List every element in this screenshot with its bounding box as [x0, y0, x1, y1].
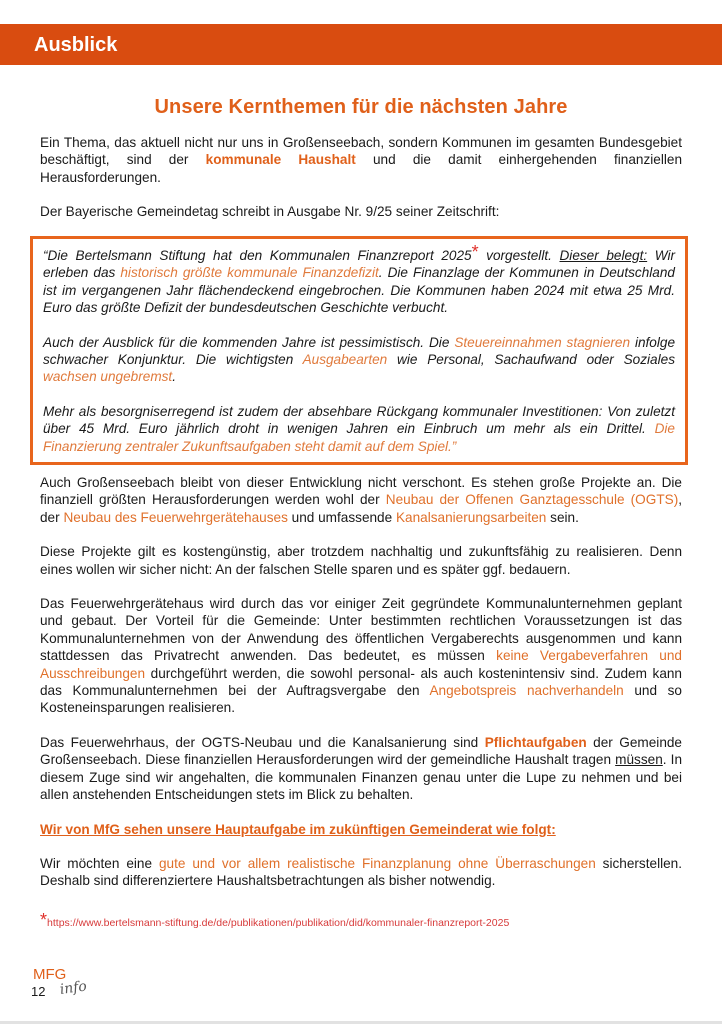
highlight-text: Ausgabearten	[302, 352, 388, 368]
text: der Gemeinde Großenseebach. Diese finanziellen Herausforderungen wird der gemeindliche Haushalt tragen	[40, 734, 682, 768]
underlined-text: Dieser belegt:	[559, 248, 648, 263]
mfg-heading: Wir von MfG sehen unsere Hauptaufgabe im zukünftigen Gemeinderat wie folgt:	[40, 821, 556, 837]
highlight-pflichtaufgaben: Pflichtaufgaben	[484, 734, 587, 750]
text: und so Kosteneinsparungen realisieren.	[40, 683, 682, 716]
info-script-logo: info	[58, 978, 88, 998]
quote-box	[30, 236, 688, 465]
text: . Die Finanzlage der Kommunen in Deutschland ist im vergangenen Jahr flächendeckend eingebrochen. Die Kommunen haben 2024 mit etwa 25 Mrd. Euro das größte Defizit der bundesdeutschen Geschichte verbucht.	[43, 265, 675, 316]
highlight-text: Neubau des Feuerwehrgerätehauses	[63, 509, 288, 525]
underlined-text: müssen	[615, 752, 663, 768]
quote-text	[43, 242, 676, 455]
source-intro-paragraph: Der Bayerische Gemeindetag schreibt in Ausgabe Nr. 9/25 seiner Zeitschrift:	[40, 204, 500, 220]
section-header-bar	[0, 24, 722, 65]
text: sein.	[546, 509, 579, 525]
feuerwehr-paragraph	[40, 595, 682, 717]
text: infolge schwacher Konjunktur. Die wichtigsten	[43, 334, 676, 368]
text: Das Feuerwehrgerätehaus wird durch das vor einiger Zeit gegründete Kommunalunternehmen geplant und gebaut. Der Vorteil für die Gemeinde: Unter bestimmten rechtlichen Voraussetzungen ist das Kommunalunternehmen von der Anwendung des öffentlichen Vergaberechts ausgenommen und kann stattdessen das Privatrecht anwenden. Das bedeutet, es müssen	[40, 596, 682, 664]
text: Auch der Ausblick für die kommenden Jahre ist pessimistisch. Die	[43, 334, 455, 350]
text: Wir möchten eine	[40, 855, 159, 871]
footnote	[40, 910, 510, 930]
footnote-star-icon: *	[471, 242, 479, 262]
text: Ein Thema, das aktuell nicht nur uns in Großenseebach, sondern Kommunen im gesamten Bundesgebiet beschäftigt, sind der	[40, 135, 682, 168]
section-label: Ausblick	[34, 34, 118, 56]
highlight-text: Steuereinnahmen stagnieren	[454, 334, 631, 350]
text: “Die Bertelsmann Stiftung hat den Kommunalen Finanzreport 2025	[43, 248, 472, 263]
projects-paragraph	[40, 474, 682, 526]
page-number: 12	[31, 984, 46, 999]
highlight-text: Die Finanzierung zentraler Zukunftsaufgaben steht damit auf dem Spiel.”	[43, 421, 675, 454]
text: Auch Großenseebach bleibt von dieser Entwicklung nicht verschont. Es stehen große Projekte an. Die finanziell größten Herausforderungen werden wohl der	[40, 475, 682, 508]
text: und die damit einhergehenden finanziellen Herausforderungen.	[40, 152, 683, 185]
highlight-text: keine Vergabeverfahren und Ausschreibungen	[40, 648, 682, 681]
highlight-text: Neubau der Offenen Ganztagesschule (OGTS)	[385, 492, 679, 508]
quote-paragraph-3	[43, 403, 675, 455]
mfg-logo: MFG	[33, 966, 67, 983]
text: durchgeführt werden, die sowohl personal- als auch kostenintensiv sind. Zudem kann das Kommunalunternehmen bei der Auftragsvergabe den	[40, 665, 682, 699]
text: sicherstellen. Deshalb sind differenziertere Haushaltsbetrachtungen als bisher notwendig.	[40, 855, 683, 889]
text: und umfassende	[287, 509, 396, 525]
text: . In diesem Zuge sind wir angehalten, die kommunalen Finanzen genau unter die Lupe zu nehmen und bei allen anstehenden Entscheidungen stets im Blick zu behalten.	[40, 752, 683, 803]
quote-paragraph-2	[43, 334, 675, 386]
highlight-kommunaler-haushalt: kommunale Haushalt	[205, 152, 356, 168]
intro-paragraph	[40, 134, 682, 186]
finanzplanung-paragraph	[40, 855, 682, 890]
footnote-star-icon: *	[40, 910, 48, 930]
highlight-text: gute und vor allem realistische Finanzplanung ohne Überraschungen	[158, 855, 596, 871]
text: , der	[40, 492, 683, 525]
cost-paragraph: Diese Projekte gilt es kostengünstig, aber trotzdem nachhaltig und zukunftsfähig zu realisieren. Denn eines wollen wir sicher nicht: An der falschen Stelle sparen und es später ggf. bedauern.	[40, 544, 682, 577]
text: vorgestellt.	[478, 248, 560, 263]
footnote-link[interactable]: https://www.bertelsmann-stiftung.de/de/publikationen/publikation/did/kommunaler-finanzreport-2025	[47, 917, 510, 929]
intro-section	[40, 134, 682, 221]
text: Mehr als besorgniserregend ist zudem der absehbare Rückgang kommunaler Investitionen: Von zuletzt über 45 Mrd. Euro jährlich droht in wenigen Jahren ein Einbruch um mehr als ein Drittel.	[43, 403, 675, 437]
highlight-text: historisch größte kommunale Finanzdefizit	[120, 265, 379, 281]
body-section	[40, 474, 682, 890]
highlight-text: Angebotspreis nachverhandeln	[429, 683, 624, 699]
text: .	[172, 369, 176, 385]
highlight-text: wachsen ungebremst	[43, 369, 173, 385]
text: Wir erleben das	[43, 248, 675, 281]
text: wie Personal, Sachaufwand oder Soziales	[387, 352, 675, 368]
quote-paragraph-1	[43, 242, 675, 317]
pflichtaufgaben-paragraph	[40, 734, 682, 804]
highlight-text: Kanalsanierungsarbeiten	[395, 509, 547, 525]
page-title: Unsere Kernthemen für die nächsten Jahre	[154, 96, 568, 118]
text: Das Feuerwehrhaus, der OGTS-Neubau und die Kanalsanierung sind	[40, 734, 485, 750]
